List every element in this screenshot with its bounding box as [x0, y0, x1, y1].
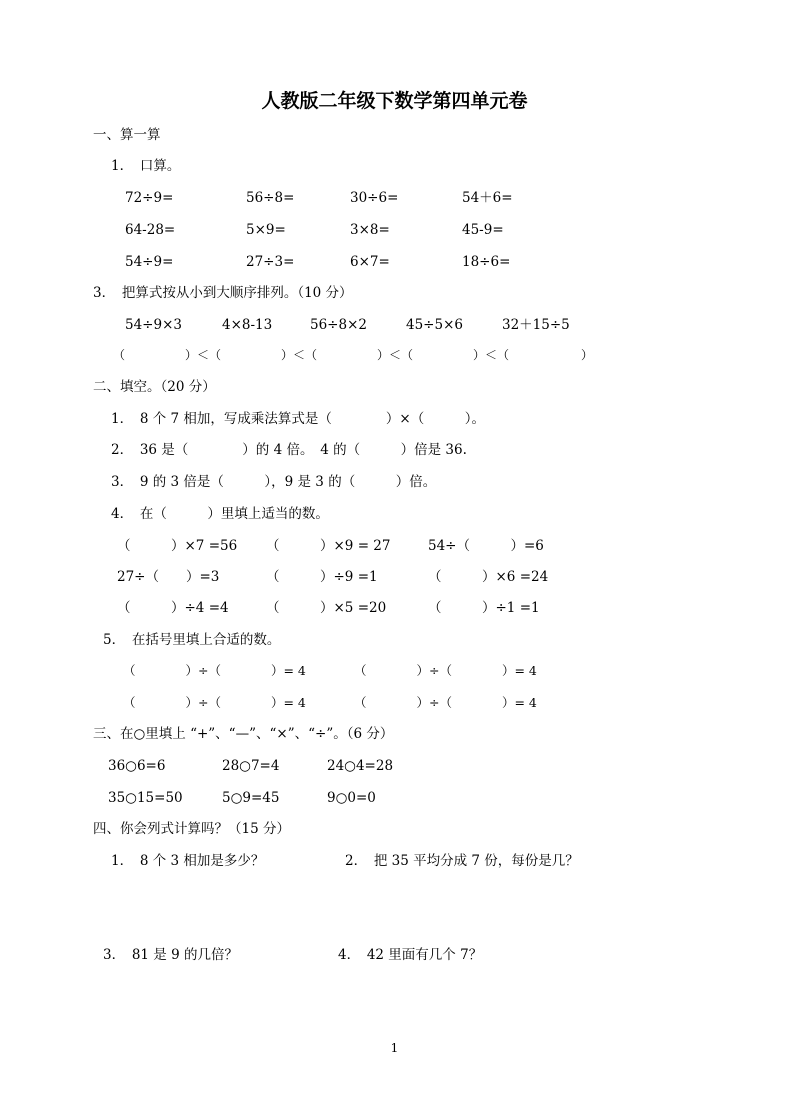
fill-blank-equation[interactable]: 54÷（ ）=6	[428, 538, 544, 554]
section-2-heading: 二、填空。（20 分）	[93, 379, 216, 395]
fill-question-4-label: 4． 在（ ）里填上适当的数。	[111, 506, 329, 522]
page-title: 人教版二年级下数学第四单元卷	[261, 90, 528, 112]
fill-blank-equation[interactable]: （ ）×6 =24	[428, 569, 549, 585]
ordering-expression: 4×8-13	[222, 317, 273, 333]
fill-blank-equation[interactable]: （ ）×9 = 27	[266, 538, 391, 554]
oral-calc-item: 54＋6=	[462, 190, 513, 206]
word-problem-2: 2． 把 35 平均分成 7 份，每份是几？	[345, 853, 579, 869]
section-4-heading: 四、你会列式计算吗？（15 分）	[93, 821, 290, 837]
fill-blank-equation[interactable]: （ ）×5 =20	[266, 600, 387, 616]
fill-blank-equation[interactable]: （ ）×7 =56	[117, 538, 238, 554]
word-problem-3: 3． 81 是 9 的几倍？	[103, 947, 238, 963]
oral-calc-item: 5×9=	[246, 222, 286, 238]
oral-calc-item: 45-9=	[462, 222, 504, 238]
oral-calc-item: 72÷9=	[125, 190, 174, 206]
bracket-division-equation[interactable]: （ ）÷（ ）= 4	[354, 695, 537, 710]
operator-fill-item[interactable]: 5○9=45	[222, 790, 280, 806]
section-1-heading: 一、算一算	[93, 127, 161, 143]
oral-calc-item: 27÷3=	[246, 254, 295, 270]
bracket-division-equation[interactable]: （ ）÷（ ）= 4	[354, 663, 537, 678]
bracket-division-equation[interactable]: （ ）÷（ ）= 4	[123, 663, 306, 678]
fill-blank-equation[interactable]: （ ）÷1 =1	[428, 600, 540, 616]
ordering-expression: 45÷5×6	[406, 317, 463, 333]
word-problem-1: 1． 8 个 3 相加是多少？	[111, 853, 265, 869]
oral-calc-item: 30÷6=	[350, 190, 399, 206]
ordering-expression: 32＋15÷5	[502, 317, 570, 333]
fill-question-2: 2． 36 是（ ）的 4 倍。 4 的（ ）倍是 36.	[111, 442, 467, 458]
ordering-answer-line[interactable]: （ ）＜（ ）＜（ ）＜（ ）＜（ ）	[113, 348, 594, 362]
operator-fill-item[interactable]: 24○4=28	[327, 758, 394, 774]
fill-blank-equation[interactable]: （ ）÷9 =1	[266, 569, 378, 585]
fill-blank-equation[interactable]: （ ）÷4 =4	[117, 600, 229, 616]
fill-question-3: 3． 9 的 3 倍是（ ），9 是 3 的（ ）倍。	[111, 474, 437, 490]
oral-calc-item: 54÷9=	[125, 254, 174, 270]
oral-calc-item: 64-28=	[125, 222, 176, 238]
oral-calc-item: 6×7=	[350, 254, 390, 270]
ordering-expression: 54÷9×3	[125, 317, 182, 333]
operator-fill-item[interactable]: 9○0=0	[327, 790, 376, 806]
q3-ordering-label: 3． 把算式按从小到大顺序排列。（10 分）	[93, 285, 353, 301]
fill-blank-equation[interactable]: 27÷（ ）=3	[117, 569, 220, 585]
ordering-expression: 56÷8×2	[310, 317, 367, 333]
operator-fill-item[interactable]: 28○7=4	[222, 758, 280, 774]
section-3-heading: 三、在○里填上 “+”、“—”、“×”、“÷”。（6 分）	[93, 726, 394, 742]
operator-fill-item[interactable]: 36○6=6	[108, 758, 166, 774]
oral-calc-item: 56÷8=	[246, 190, 295, 206]
bracket-division-equation[interactable]: （ ）÷（ ）= 4	[123, 695, 306, 710]
fill-question-1: 1． 8 个 7 相加，写成乘法算式是（ ）×（ ）。	[111, 411, 485, 427]
oral-calc-item: 3×8=	[350, 222, 390, 238]
fill-question-5-label: 5． 在括号里填上合适的数。	[103, 632, 281, 648]
page-number: 1	[390, 1041, 399, 1055]
word-problem-4: 4． 42 里面有几个 7？	[338, 947, 483, 963]
q1-oral-calc-label: 1． 口算。	[111, 158, 181, 174]
oral-calc-item: 18÷6=	[462, 254, 511, 270]
operator-fill-item[interactable]: 35○15=50	[108, 790, 183, 806]
